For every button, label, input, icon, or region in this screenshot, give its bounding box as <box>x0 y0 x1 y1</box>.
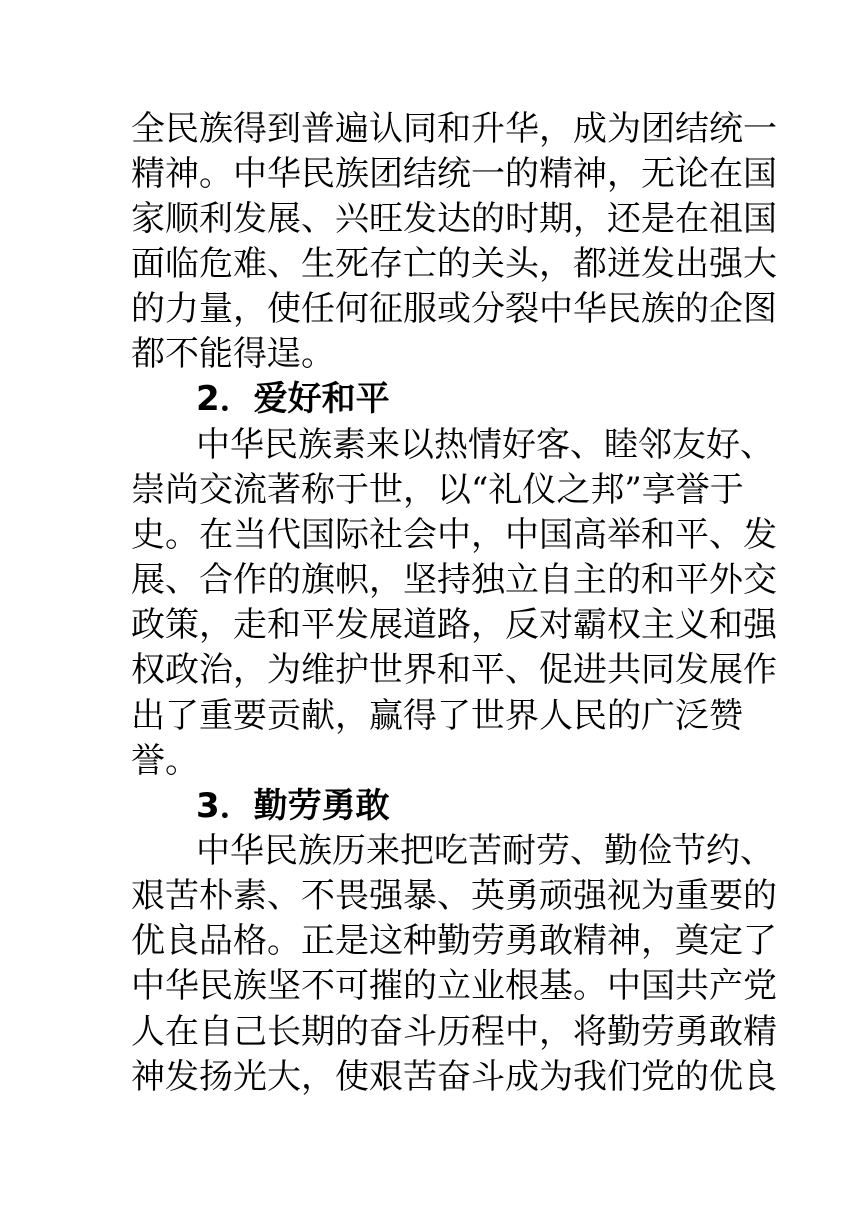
paragraph-line: 优良品格。正是这种勤劳勇敢精神，奠定了 <box>131 921 777 961</box>
paragraph-line: 艰苦朴素、不畏强暴、英勇顽强视为重要的 <box>131 876 777 916</box>
paragraph-line: 全民族得到普遍认同和升华，成为团结统一 <box>131 109 777 149</box>
paragraph-line: 政策，走和平发展道路，反对霸权主义和强 <box>131 605 777 645</box>
paragraph-line: 权政治，为维护世界和平、促进共同发展作 <box>131 650 777 690</box>
paragraph-line: 都不能得逞。 <box>131 334 335 374</box>
paragraph-line: 中华民族素来以热情好客、睦邻友好、 <box>196 425 774 465</box>
section-heading: 2．爱好和平 <box>196 379 390 419</box>
paragraph-line: 誉。 <box>131 741 199 781</box>
paragraph-line: 精神。中华民族团结统一的精神，无论在国 <box>131 154 777 194</box>
paragraph-line: 中华民族历来把吃苦耐劳、勤俭节约、 <box>196 831 774 871</box>
paragraph-line: 面临危难、生死存亡的关头，都迸发出强大 <box>131 244 777 284</box>
paragraph-line: 中华民族坚不可摧的立业根基。中国共产党 <box>131 966 777 1006</box>
paragraph-line: 人在自己长期的奋斗历程中，将勤劳勇敢精 <box>131 1012 777 1052</box>
paragraph-line: 家顺利发展、兴旺发达的时期，还是在祖国 <box>131 199 777 239</box>
paragraph-line: 史。在当代国际社会中，中国高举和平、发 <box>131 515 777 555</box>
section-heading: 3．勤劳勇敢 <box>196 786 390 826</box>
paragraph-line: 神发扬光大，使艰苦奋斗成为我们党的优良 <box>131 1057 777 1097</box>
paragraph-line: 崇尚交流著称于世，以“礼仪之邦”享誉于 <box>131 470 744 510</box>
paragraph-line: 出了重要贡献，赢得了世界人民的广泛赞 <box>131 696 743 736</box>
paragraph-line: 的力量，使任何征服或分裂中华民族的企图 <box>131 289 777 329</box>
paragraph-line: 展、合作的旗帜，坚持独立自主的和平外交 <box>131 560 777 600</box>
